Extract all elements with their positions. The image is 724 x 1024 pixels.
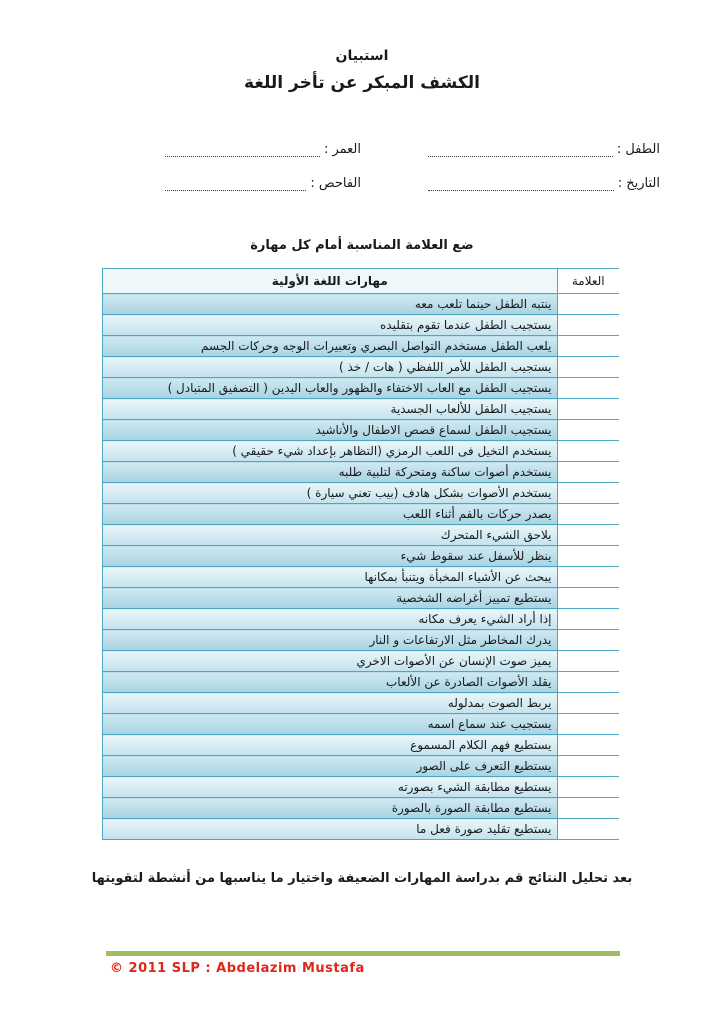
child-fill-line[interactable]	[428, 142, 613, 157]
mark-cell[interactable]	[557, 504, 619, 525]
mark-cell[interactable]	[557, 567, 619, 588]
table-row	[103, 546, 620, 567]
table-row	[103, 714, 620, 735]
table-row	[103, 693, 620, 714]
age-label: العمر :	[323, 142, 361, 157]
table-row	[103, 420, 620, 441]
mark-cell[interactable]	[557, 735, 619, 756]
date-fill-line[interactable]	[428, 176, 614, 191]
table-row	[103, 651, 620, 672]
date-label: التاريخ :	[617, 176, 660, 191]
mark-cell[interactable]	[557, 399, 619, 420]
skill-label: يستجيب الطفل للأمر اللفظي ( هات / خذ )	[103, 357, 558, 378]
table-row	[103, 315, 620, 336]
mark-cell[interactable]	[557, 294, 619, 315]
mark-cell[interactable]	[557, 420, 619, 441]
mark-cell[interactable]	[557, 378, 619, 399]
skill-label: ينتبه الطفل حينما تلعب معه	[103, 294, 558, 315]
skill-label: يستطيع فهم الكلام المسموع	[103, 735, 558, 756]
skill-label: يستجيب عند سماع اسمه	[103, 714, 558, 735]
mark-cell[interactable]	[557, 336, 619, 357]
analysis-note: بعد تحليل النتائج قم بدراسة المهارات الضعيفة واختيار ما يناسبها من أنشطة لتقويتها	[91, 871, 633, 886]
skill-label: يقلد الأصوات الصادرة عن الألعاب	[103, 672, 558, 693]
table-row	[103, 735, 620, 756]
mark-cell[interactable]	[557, 777, 619, 798]
table-row	[103, 483, 620, 504]
skill-label: يستطيع مطابقة الشيء بصورته	[103, 777, 558, 798]
skill-label: يدرك المخاطر مثل الارتفاعات و النار	[103, 630, 558, 651]
table-row	[103, 756, 620, 777]
skill-label: يربط الصوت بمدلوله	[103, 693, 558, 714]
examiner-label: الفاحص :	[310, 176, 361, 191]
page-subtitle: الكشف المبكر عن تأخر اللغة	[244, 73, 480, 93]
skill-label: يستخدم الأصوات بشكل هادف (بيب تعني سيارة )	[103, 483, 558, 504]
skill-label: يستطيع مطابقة الصورة بالصورة	[103, 798, 558, 819]
table-row	[103, 567, 620, 588]
mark-cell[interactable]	[557, 798, 619, 819]
page-title: استبيان	[335, 48, 389, 64]
table-row	[103, 336, 620, 357]
table-row	[103, 630, 620, 651]
skill-label: يستطيع التعرف على الصور	[103, 756, 558, 777]
table-row	[103, 504, 620, 525]
table-row	[103, 399, 620, 420]
mark-cell[interactable]	[557, 315, 619, 336]
examiner-fill-line[interactable]	[165, 176, 306, 191]
field-date	[428, 176, 660, 191]
skill-label: يلعب الطفل مستخدم التواصل البصري وتعبيرات الوجه وحركات الجسم	[103, 336, 558, 357]
form-fields	[165, 142, 660, 191]
field-examiner	[165, 176, 361, 191]
skill-label: يلاحق الشيء المتحرك	[103, 525, 558, 546]
instruction-text: ضع العلامة المناسبة أمام كل مهارة	[250, 238, 474, 253]
table-row	[103, 672, 620, 693]
mark-cell[interactable]	[557, 588, 619, 609]
column-header-mark: العلامة	[557, 269, 619, 294]
mark-cell[interactable]	[557, 819, 619, 840]
table-row	[103, 378, 620, 399]
skill-label: يميز صوت الإنسان عن الأصوات الاخري	[103, 651, 558, 672]
skill-label: يبحث عن الأشياء المخبأة ويتنبأ بمكانها	[103, 567, 558, 588]
mark-cell[interactable]	[557, 672, 619, 693]
table-row	[103, 462, 620, 483]
mark-cell[interactable]	[557, 441, 619, 462]
copyright-text: © 2011 SLP : Abdelazim Mustafa	[110, 961, 365, 976]
skills-table	[102, 268, 619, 840]
mark-cell[interactable]	[557, 483, 619, 504]
table-row	[103, 609, 620, 630]
table-row	[103, 777, 620, 798]
skill-label: يستطيع تقليد صورة فعل ما	[103, 819, 558, 840]
skill-label: يستخدم أصوات ساكنة ومتحركة لتلبية طلبه	[103, 462, 558, 483]
table-header-row	[103, 269, 620, 294]
table-row	[103, 357, 620, 378]
skill-label: يستجيب الطفل مع العاب الاختفاء والظهور والعاب اليدين ( التصفيق المتبادل )	[103, 378, 558, 399]
column-header-skills: مهارات اللغة الأولية	[103, 269, 558, 294]
table-row	[103, 441, 620, 462]
mark-cell[interactable]	[557, 714, 619, 735]
skill-label: ينظر للأسفل عند سقوط شيء	[103, 546, 558, 567]
skill-label: يصدر حركات بالفم أثناء اللعب	[103, 504, 558, 525]
table-row	[103, 294, 620, 315]
skill-label: يستطيع تمييز أغراضه الشخصية	[103, 588, 558, 609]
divider-green-bar	[106, 951, 620, 956]
mark-cell[interactable]	[557, 693, 619, 714]
field-child	[428, 142, 660, 157]
child-label: الطفل :	[616, 142, 660, 157]
mark-cell[interactable]	[557, 651, 619, 672]
mark-cell[interactable]	[557, 546, 619, 567]
mark-cell[interactable]	[557, 357, 619, 378]
skill-label: يستجيب الطفل لسماع قصص الاطفال والأناشيد	[103, 420, 558, 441]
skill-label: يستجيب الطفل للألعاب الجسدية	[103, 399, 558, 420]
table-row	[103, 588, 620, 609]
table-row	[103, 798, 620, 819]
field-age	[165, 142, 361, 157]
skill-label: يستجيب الطفل عندما تقوم بتقليده	[103, 315, 558, 336]
skills-rows	[103, 294, 620, 840]
mark-cell[interactable]	[557, 756, 619, 777]
mark-cell[interactable]	[557, 525, 619, 546]
mark-cell[interactable]	[557, 630, 619, 651]
mark-cell[interactable]	[557, 462, 619, 483]
skill-label: إذا أراد الشيء يعرف مكانه	[103, 609, 558, 630]
age-fill-line[interactable]	[165, 142, 320, 157]
mark-cell[interactable]	[557, 609, 619, 630]
table-row	[103, 525, 620, 546]
skill-label: يستخدم التخيل فى اللعب الرمزي (التظاهر بإعداد شيء حقيقي )	[103, 441, 558, 462]
table-row	[103, 819, 620, 840]
